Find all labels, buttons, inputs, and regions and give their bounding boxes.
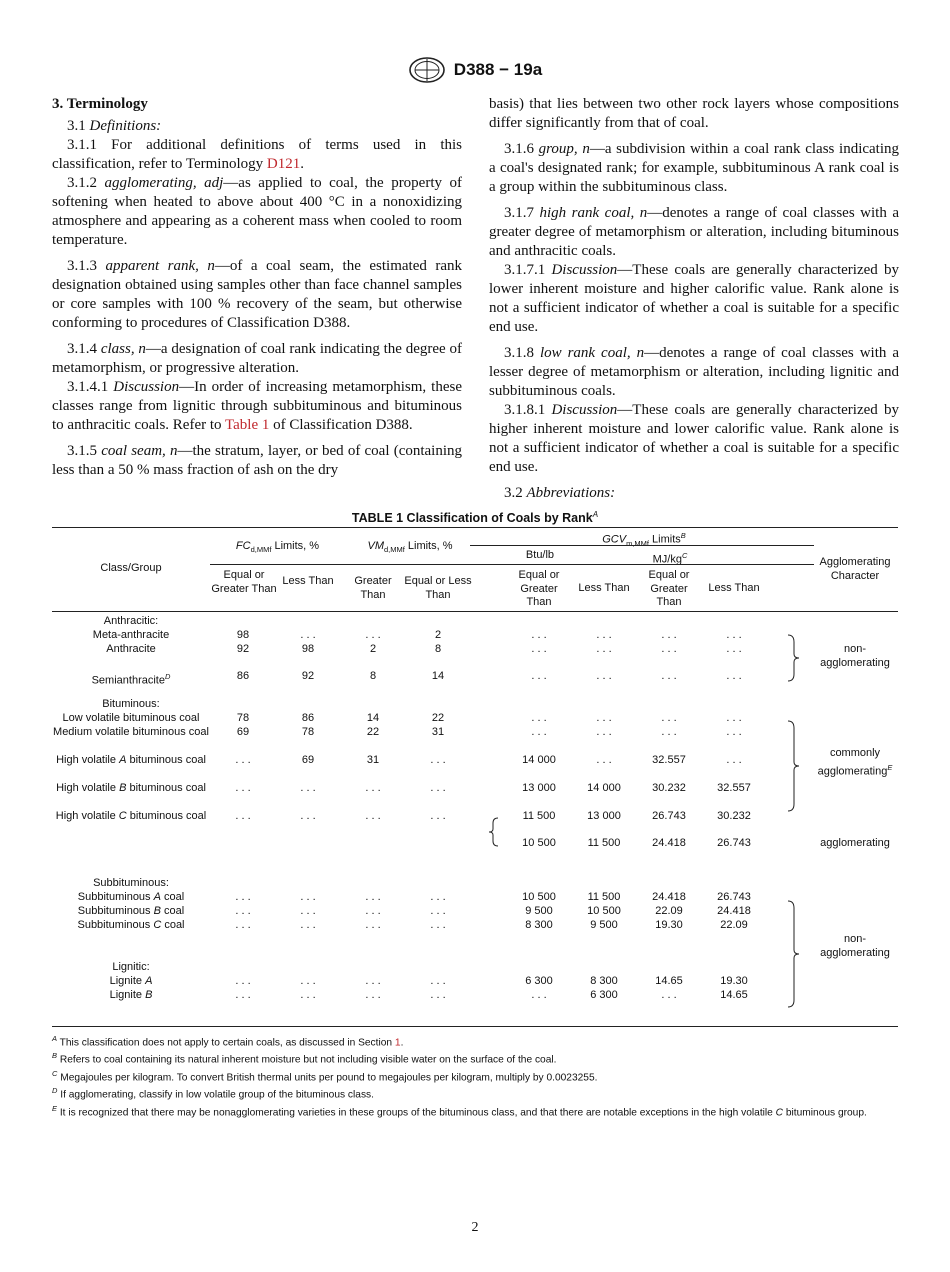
table-cell: . . .: [365, 919, 381, 931]
table-cell: . . .: [430, 782, 446, 794]
table-cell: 14.65: [720, 989, 748, 1001]
table-rule-header: [52, 611, 898, 612]
table-cell: . . .: [726, 643, 742, 655]
table-cell: . . .: [235, 782, 251, 794]
table-cell: 6 300: [590, 989, 618, 1001]
row-label: High volatile C bituminous coal: [55, 810, 207, 822]
table-cell: 2: [434, 629, 442, 641]
table-cell: 13 000: [587, 810, 621, 822]
table-cell: 30.232: [717, 810, 751, 822]
table-cell: 14: [431, 670, 445, 682]
table-cell: 86: [301, 712, 315, 724]
table-cell: 86: [236, 670, 250, 682]
para-3-1-4: 3.1.4 class, n—a designation of coal rank indicating the degree of metamorphism, or progressive alteration.: [52, 341, 463, 376]
table-cell: 2: [369, 643, 377, 655]
table-cell: 31: [431, 726, 445, 738]
row-label: Low volatile bituminous coal: [62, 712, 200, 724]
table-cell: . . .: [596, 712, 612, 724]
table-cell: . . .: [531, 989, 547, 1001]
table-cell: . . .: [726, 712, 742, 724]
table-cell: . . .: [726, 754, 742, 766]
row-label: Subbituminous:: [93, 877, 169, 889]
table-cell: 6 300: [525, 975, 553, 987]
footnote: $^A$ This classification does not apply to certain coals, as discussed in Section 1.: [52, 1034, 404, 1049]
table-cell: 22.09: [720, 919, 748, 931]
table-cell: . . .: [531, 670, 547, 682]
col-header-btu: Btu/lb: [525, 549, 555, 561]
table-cell: 11 500: [587, 891, 621, 903]
table-cell: . . .: [596, 670, 612, 682]
table-cell: . . .: [235, 891, 251, 903]
table-cell: 14.65: [655, 975, 683, 987]
table-cell: 10 500: [587, 905, 621, 917]
para-3-1-6: 3.1.6 group, n—a subdivision within a coal rank class indicating a coal's designated rank; for example, subbituminous A rank coal is a group within the subbituminous class.: [489, 141, 900, 195]
subheader-rule: [210, 564, 814, 565]
vm-eq-less: Equal or Less Than: [404, 575, 472, 601]
table-cell: . . .: [661, 712, 677, 724]
para-3-1-2: 3.1.2 agglomerating, adj—as applied to coal, the property of softening when heated to above about 400 °C in a nonoxidizing atmosphere and appearing as a coherent mass when cooled to room temperature.: [52, 175, 463, 248]
table-cell: . . .: [430, 754, 446, 766]
table-cell: . . .: [300, 975, 316, 987]
table-cell: 24.418: [652, 891, 686, 903]
table-cell: 14 000: [587, 782, 621, 794]
para-3-1-5-cont: basis) that lies between two other rock layers whose compositions differ significantly from that of coal.: [489, 96, 899, 131]
table-cell: . . .: [235, 905, 251, 917]
table-cell: 92: [236, 643, 250, 655]
table-cell: . . .: [661, 670, 677, 682]
agglom-common: commonly agglomerating$^E$: [817, 747, 893, 778]
table-cell: 14 000: [522, 754, 556, 766]
col-header-agglomerating: Agglomerating Character: [819, 556, 891, 582]
row-label: High volatile A bituminous coal: [56, 754, 206, 766]
footnote: $^E$ It is recognized that there may be nonagglomerating varieties in these groups of the bituminous class, and that there are notable exceptions in the high volatile C bituminous group.: [52, 1103, 867, 1118]
para-3-1-1: 3.1.1 For additional definitions of terms used in this classification, refer to Terminology D121.: [52, 137, 462, 172]
row-label: Lignitic:: [112, 961, 150, 973]
document-id: D388 − 19a: [453, 60, 543, 79]
page-header: [0, 56, 950, 84]
table-cell: 11 500: [522, 810, 556, 822]
table-cell: . . .: [365, 905, 381, 917]
table-cell: 14: [366, 712, 380, 724]
para-3-1: 3.1 Definitions:: [67, 118, 162, 134]
page-number: 2: [471, 1220, 479, 1235]
btu-less: Less Than: [578, 582, 630, 594]
col-header-fc: $FC_{d,MMf}$ Limits, %: [235, 540, 320, 555]
table-cell: . . .: [661, 629, 677, 641]
footnote: $^B$ Refers to coal containing its natural inherent moisture but not including visible water on the surface of the coal.: [52, 1051, 557, 1066]
table-footnotes: [52, 1032, 898, 1119]
table-cell: 78: [236, 712, 250, 724]
para-3-1-5: 3.1.5 coal seam, n—the stratum, layer, or bed of coal (containing less than a 50 % mass fraction of ash on the dry: [52, 443, 463, 478]
brace-hvc: [488, 817, 500, 847]
table-cell: 8: [369, 670, 377, 682]
row-label: High volatile B bituminous coal: [56, 782, 206, 794]
table-cell: 31: [366, 754, 380, 766]
gcv-rule: [470, 545, 814, 546]
table-cell: . . .: [430, 891, 446, 903]
astm-logo-icon: [408, 56, 446, 84]
table-cell: 24.418: [717, 905, 751, 917]
brace-bituminous: [786, 720, 800, 812]
table-cell: . . .: [300, 782, 316, 794]
btu-eq-greater: Equal or Greater Than: [518, 569, 560, 608]
table-cell: . . .: [300, 891, 316, 903]
table-cell: 22: [366, 726, 380, 738]
footnote-link[interactable]: 1: [394, 1037, 401, 1049]
table-cell: 26.743: [652, 810, 686, 822]
para-3-1-3: 3.1.3 apparent rank, n—of a coal seam, the estimated rank designation obtained using samples other than face channel samples or core samples with 100 % recovery of the seam, but otherwise conforming to procedures of Classification D388.: [52, 258, 463, 331]
para-3-1-4-1: 3.1.4.1 Discussion—In order of increasing metamorphism, these classes range from lignitic through subbituminous and bituminous to anthracitic coals. Refer to Table 1 of Classification D388.: [52, 379, 462, 433]
table-cell: 30.232: [652, 782, 686, 794]
table-cell: . . .: [365, 629, 381, 641]
table-cell: 9 500: [590, 919, 618, 931]
table-rule-bottom: [52, 1026, 898, 1027]
table-cell: . . .: [235, 810, 251, 822]
table-cell: 13 000: [522, 782, 556, 794]
mj-eq-greater: Equal or Greater Than: [648, 569, 690, 608]
table-cell: . . .: [365, 891, 381, 903]
table-cell: 24.418: [652, 837, 686, 849]
link-d121[interactable]: D121: [266, 156, 301, 172]
col-header-gcv: $GCV_{m,MMf}$ Limits$^B$: [602, 531, 686, 548]
col-header-class-group: Class/Group: [100, 562, 162, 574]
vm-greater: Greater Than: [354, 575, 392, 601]
table-cell: . . .: [430, 989, 446, 1001]
row-label: Bituminous:: [102, 698, 160, 710]
table-cell: 8 300: [525, 919, 553, 931]
table-rule-top: [52, 527, 898, 528]
table-cell: . . .: [596, 643, 612, 655]
agglom-agglomerating: agglomerating: [820, 837, 890, 849]
table-cell: 92: [301, 670, 315, 682]
table-cell: . . .: [235, 975, 251, 987]
fc-less: Less Than: [282, 575, 334, 587]
table-cell: . . .: [430, 975, 446, 987]
table-cell: . . .: [430, 919, 446, 931]
footnote: $^D$ If agglomerating, classify in low volatile group of the bituminous class.: [52, 1086, 374, 1101]
table-cell: . . .: [531, 712, 547, 724]
row-label: Anthracitic:: [103, 615, 159, 627]
right-column: [489, 95, 899, 503]
col-header-mjkg: $MJ/kg^C$: [652, 551, 688, 566]
table-cell: . . .: [365, 810, 381, 822]
brace-anthracitic: [786, 634, 800, 682]
table-cell: 69: [301, 754, 315, 766]
table-cell: . . .: [430, 905, 446, 917]
row-label: Lignite A: [109, 975, 153, 987]
table-cell: 26.743: [717, 837, 751, 849]
row-label: Subbituminous B coal: [77, 905, 185, 917]
table-cell: 8 300: [590, 975, 618, 987]
table-cell: 10 500: [522, 837, 556, 849]
table-cell: . . .: [300, 629, 316, 641]
para-3-1-7: 3.1.7 high rank coal, n—denotes a range of coal classes with a greater degree of metamorphism or alteration, including bituminous and anthracitic coals.: [489, 205, 899, 259]
table-cell: 69: [236, 726, 250, 738]
row-label: Lignite B: [109, 989, 153, 1001]
table-cell: . . .: [596, 726, 612, 738]
col-header-vm: $VM_{d,MMf}$ Limits, %: [367, 540, 453, 555]
table-cell: 19.30: [655, 919, 683, 931]
table-cell: 9 500: [525, 905, 553, 917]
row-label: Subbituminous A coal: [77, 891, 185, 903]
table-cell: 32.557: [717, 782, 751, 794]
table-cell: 10 500: [522, 891, 556, 903]
footnote: $^C$ Megajoules per kilogram. To convert British thermal units per pound to megajoules per kilogram, multiply by 0.0023255.: [52, 1068, 598, 1084]
table-cell: . . .: [235, 919, 251, 931]
section-heading: 3. Terminology: [52, 96, 148, 112]
table-cell: . . .: [531, 643, 547, 655]
row-label: Subbituminous C coal: [77, 919, 185, 931]
table-cell: 22.09: [655, 905, 683, 917]
table-cell: 22: [431, 712, 445, 724]
para-3-1-8-1: 3.1.8.1 Discussion—These coals are generally characterized by higher inherent moisture and lower calorific value. Rank alone is not a sufficient indicator of whether a coal is suitable for a specific end use.: [489, 402, 899, 475]
table-cell: . . .: [300, 919, 316, 931]
row-label: Anthracite: [106, 643, 156, 655]
left-column: [52, 95, 462, 480]
mj-less: Less Than: [708, 582, 760, 594]
table-cell: 32.557: [652, 754, 686, 766]
table-cell: 11 500: [587, 837, 621, 849]
table-cell: . . .: [300, 905, 316, 917]
para-3-1-8: 3.1.8 low rank coal, n—denotes a range of coal classes with a lesser degree of metamorphism or alteration, including lignitic and subbituminous coals.: [489, 345, 900, 399]
table-cell: . . .: [596, 629, 612, 641]
table-cell: 98: [236, 629, 250, 641]
agglom-non-2: non-agglomerating: [820, 933, 890, 959]
table-cell: . . .: [300, 810, 316, 822]
fc-eq-greater: Equal or Greater Than: [211, 569, 277, 595]
table-cell: . . .: [726, 670, 742, 682]
table-title: TABLE 1 Classification of Coals by Rank$^A$: [351, 510, 599, 526]
table-cell: . . .: [300, 989, 316, 1001]
para-3-2: 3.2 Abbreviations:: [504, 485, 616, 501]
row-label: Medium volatile bituminous coal: [53, 726, 209, 738]
para-3-1-7-1: 3.1.7.1 Discussion—These coals are generally characterized by lower inherent moisture and higher calorific value. Rank alone is not a sufficient indicator of whether a coal is suitable for a specific end use.: [489, 262, 899, 335]
table-cell: . . .: [726, 726, 742, 738]
row-label: Meta-anthracite: [92, 629, 170, 641]
table-cell: . . .: [365, 782, 381, 794]
table-cell: . . .: [596, 754, 612, 766]
table-cell: 8: [434, 643, 442, 655]
row-label: Semianthracite$^D$: [91, 672, 171, 687]
table-cell: . . .: [430, 810, 446, 822]
table-cell: . . .: [661, 726, 677, 738]
table-cell: 19.30: [720, 975, 748, 987]
table-cell: . . .: [661, 643, 677, 655]
table-cell: . . .: [531, 629, 547, 641]
table-cell: . . .: [531, 726, 547, 738]
table-cell: . . .: [726, 629, 742, 641]
brace-low-rank: [786, 900, 800, 1008]
table-cell: . . .: [661, 989, 677, 1001]
table-cell: 26.743: [717, 891, 751, 903]
agglom-non-1: non-agglomerating: [820, 643, 890, 669]
table-cell: . . .: [235, 989, 251, 1001]
table-cell: 78: [301, 726, 315, 738]
table-cell: . . .: [235, 754, 251, 766]
table-cell: 98: [301, 643, 315, 655]
table-cell: . . .: [365, 975, 381, 987]
link-table-1[interactable]: Table 1: [225, 417, 270, 433]
table-cell: . . .: [365, 989, 381, 1001]
